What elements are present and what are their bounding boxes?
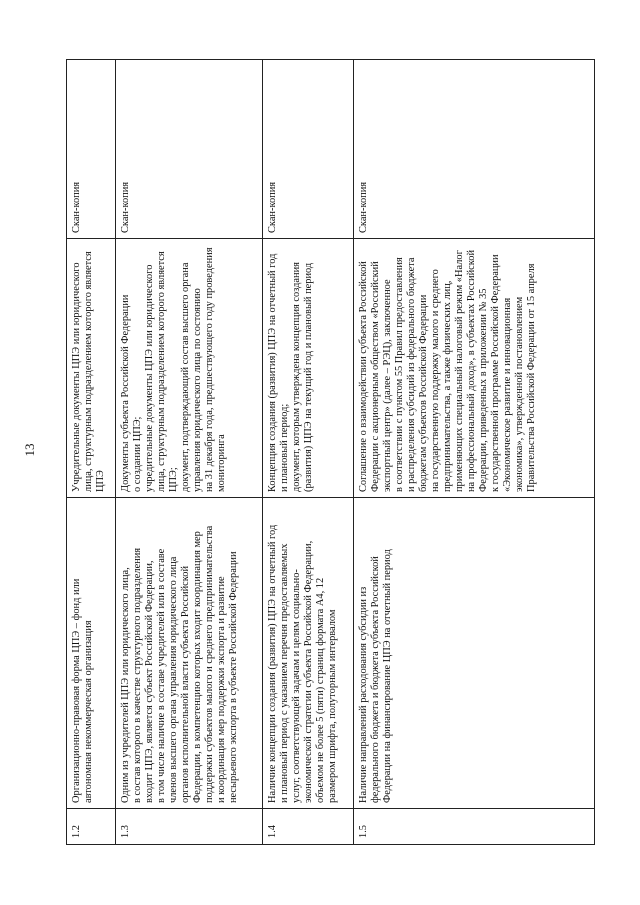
text-line: и плановый период;: [279, 403, 290, 492]
text-line: экономической стратегии субъекта Российской Федерации,: [303, 540, 314, 803]
rotated-table-container: [66, 59, 591, 845]
text-line: ЦПЭ;: [168, 467, 179, 492]
text-line: экономика», утвержденной постановлением: [514, 296, 525, 492]
text-line: Федерации с акционерным обществом «Российский: [370, 261, 381, 492]
text-line: экспортный центр» (далее – РЭЦ), заключенное: [382, 279, 393, 492]
requirement-cell: [354, 498, 595, 809]
text-line: услуг, соответствующей задачам и целям социально-: [291, 569, 302, 803]
row-number: 1.5: [354, 809, 595, 845]
document-cell: [263, 239, 354, 498]
text-line: Организационно-правовая форма ЦПЭ – фонд или: [71, 578, 82, 803]
document-cell: [67, 239, 116, 498]
document-cell: [354, 239, 595, 498]
text-line: объемом не более 5 (пяти) страниц формата А4, 12: [315, 577, 326, 803]
text-line: на профессиональный доход», в субъектах Российской: [466, 249, 477, 492]
text-line: документ, подтверждающий состав высшего органа: [180, 262, 191, 492]
text-line: управления юридического лица по состоянию: [192, 288, 203, 492]
text-line: и распределения субсидий из федерального бюджета: [406, 257, 417, 492]
format-cell: Скан-копия: [354, 60, 595, 239]
page-number: 13: [22, 443, 37, 457]
text-line: размером шрифта, полуторным интервалом: [327, 609, 338, 803]
text-line: документ, которым утверждена концепция создания: [291, 262, 302, 492]
text-line: в том числе наличие в составе учредителей или в составе: [156, 548, 167, 803]
text-line: в состав которого в качестве структурного подразделения: [132, 547, 143, 803]
format-cell: Скан-копия: [116, 60, 263, 239]
text-line: лица, структурным подразделением которого является: [156, 251, 167, 492]
text-line: Концепция создания (развития) ЦПЭ на отчетный год: [267, 253, 278, 492]
text-line: учредительные документы ЦПЭ или юридического: [144, 264, 155, 492]
document-cell: [116, 239, 263, 498]
text-line: Документы субъекта Российской Федерации: [120, 294, 131, 492]
requirement-cell: [116, 498, 263, 809]
format-cell: Скан-копия: [263, 60, 354, 239]
text-line: органов исполнительной власти субъекта Российской: [180, 565, 191, 803]
text-line: членов высшего органа управления юридического лица: [168, 556, 179, 803]
text-line: федерального бюджета и бюджета субъекта Российской: [370, 556, 381, 803]
text-line: несырьевого экспорта в субъекте Российской Федерации: [228, 551, 239, 803]
text-line: Одним из учредителей ЦПЭ или юридического лица,: [120, 567, 131, 803]
text-line: на государственную поддержку малого и среднего: [430, 269, 441, 492]
text-line: применяющих специальный налоговый режим «Налог: [454, 250, 465, 492]
row-number: 1.3: [116, 809, 263, 845]
text-line: мониторинга: [216, 434, 227, 492]
text-line: Федерации на финансирование ЦПЭ на отчетный период: [382, 549, 393, 803]
text-line: Соглашение о взаимодействии субъекта Российской: [358, 261, 369, 492]
row-number: 1.4: [263, 809, 354, 845]
text-line: и координация мер поддержки экспорта и развитие: [216, 576, 227, 803]
requirement-cell: [67, 498, 116, 809]
table-row: [67, 60, 116, 845]
text-line: автономная некоммерческая организация: [83, 620, 94, 803]
text-line: лица, структурным подразделением которого является: [83, 251, 94, 492]
text-line: Федерации, в компетенцию которых входит координация мер: [192, 531, 203, 803]
text-line: Правительства Российской Федерации от 15 апреля: [526, 263, 537, 492]
text-line: бюджетам субъектов Российской Федерации: [418, 294, 429, 492]
text-line: и плановый период с указанием перечня предоставляемых: [279, 543, 290, 803]
text-line: поддержки субъектов малого и среднего предпринимательства: [204, 525, 215, 803]
text-line: Учредительные документы ЦПЭ или юридического: [71, 262, 82, 492]
requirement-cell: [263, 498, 354, 809]
requirements-table: [66, 59, 595, 845]
text-line: Федерации, приведенных в приложении № 35: [478, 288, 489, 492]
text-line: в соответствии с пунктом 55 Правил предоставления: [394, 257, 405, 492]
text-line: входит ЦПЭ, является субъект Российской Федерации,: [144, 560, 155, 803]
table-row: [354, 60, 595, 845]
table-row: [263, 60, 354, 845]
table-row: [116, 60, 263, 845]
row-number: 1.2: [67, 809, 116, 845]
text-line: на 31 декабря года, предшествующего году проведения: [204, 247, 215, 492]
text-line: о создании ЦПЭ;: [132, 416, 143, 492]
format-cell: Скан-копия: [67, 60, 116, 239]
text-line: ЦПЭ: [95, 470, 106, 492]
text-line: (развития) ЦПЭ на текущий год и плановый период: [303, 262, 314, 492]
text-line: «Экономическое развитие и инновационная: [502, 297, 513, 492]
text-line: предпринимательства, а также физических лиц,: [442, 280, 453, 492]
text-line: к государственной программе Российской Федерации: [490, 254, 501, 492]
text-line: Наличие концепции создания (развития) ЦПЭ на отчетный год: [267, 524, 278, 803]
text-line: Наличие направлений расходования субсидии из: [358, 586, 369, 803]
